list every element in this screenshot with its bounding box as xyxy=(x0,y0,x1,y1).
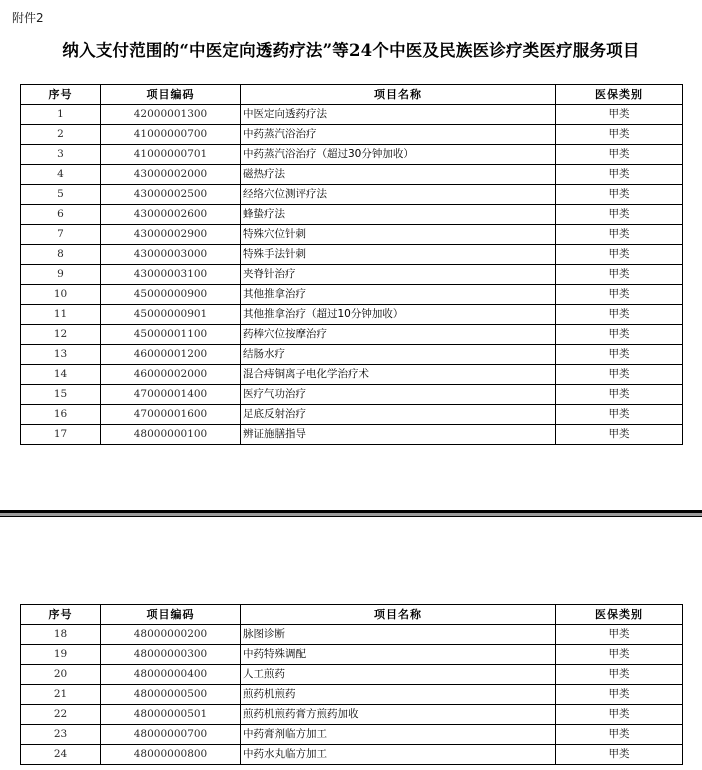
table-row xyxy=(21,145,683,165)
cell-seq: 24 xyxy=(21,745,101,765)
cell-code: 48000000700 xyxy=(101,725,241,745)
cell-code: 43000003000 xyxy=(101,245,241,265)
cell-seq: 14 xyxy=(21,365,101,385)
cell-category: 甲类 xyxy=(556,645,683,665)
page-separator xyxy=(0,510,702,520)
cell-code: 41000000701 xyxy=(101,145,241,165)
table-row xyxy=(21,725,683,745)
cell-seq: 20 xyxy=(21,665,101,685)
column-header-seq-label: 序号 xyxy=(48,88,73,101)
cell-name: 中药蒸汽浴治疗（超过30分钟加收） xyxy=(241,145,556,165)
table-row xyxy=(21,325,683,345)
cell-name: 蜂蛰疗法 xyxy=(241,205,556,225)
cell-name: 其他推拿治疗 xyxy=(241,285,556,305)
cell-seq: 11 xyxy=(21,305,101,325)
table-row xyxy=(21,625,683,645)
cell-category: 甲类 xyxy=(556,685,683,705)
table-row xyxy=(21,645,683,665)
column-header-cat xyxy=(556,85,683,105)
cell-code: 43000002500 xyxy=(101,185,241,205)
cell-seq: 21 xyxy=(21,685,101,705)
cell-category: 甲类 xyxy=(556,425,683,445)
table-row xyxy=(21,125,683,145)
table-row xyxy=(21,685,683,705)
cell-category: 甲类 xyxy=(556,405,683,425)
attachment-label: 附件2 xyxy=(12,11,44,25)
cell-name: 夹脊针治疗 xyxy=(241,265,556,285)
cell-seq: 22 xyxy=(21,705,101,725)
cell-seq: 13 xyxy=(21,345,101,365)
cell-code: 47000001600 xyxy=(101,405,241,425)
cell-name: 药棒穴位按摩治疗 xyxy=(241,325,556,345)
cell-seq: 3 xyxy=(21,145,101,165)
cell-name: 中药水丸临方加工 xyxy=(241,745,556,765)
column-header-cat-label: 医保类别 xyxy=(595,608,643,621)
cell-name: 其他推拿治疗（超过10分钟加收） xyxy=(241,305,556,325)
table-row xyxy=(21,345,683,365)
table-row xyxy=(21,305,683,325)
cell-category: 甲类 xyxy=(556,725,683,745)
column-header-seq xyxy=(21,85,101,105)
column-header-code xyxy=(101,605,241,625)
table-row xyxy=(21,745,683,765)
cell-code: 43000002000 xyxy=(101,165,241,185)
cell-name: 煎药机煎药 xyxy=(241,685,556,705)
cell-seq: 2 xyxy=(21,125,101,145)
cell-seq: 7 xyxy=(21,225,101,245)
cell-category: 甲类 xyxy=(556,665,683,685)
cell-seq: 17 xyxy=(21,425,101,445)
cell-category: 甲类 xyxy=(556,705,683,725)
cell-seq: 16 xyxy=(21,405,101,425)
column-header-code xyxy=(101,85,241,105)
cell-name: 煎药机煎药膏方煎药加收 xyxy=(241,705,556,725)
cell-category: 甲类 xyxy=(556,225,683,245)
cell-name: 混合痔铜离子电化学治疗术 xyxy=(241,365,556,385)
table-row xyxy=(21,105,683,125)
cell-category: 甲类 xyxy=(556,245,683,265)
cell-seq: 23 xyxy=(21,725,101,745)
cell-category: 甲类 xyxy=(556,745,683,765)
table-row xyxy=(21,285,683,305)
table-row xyxy=(21,425,683,445)
cell-category: 甲类 xyxy=(556,105,683,125)
cell-code: 43000002600 xyxy=(101,205,241,225)
cell-seq: 18 xyxy=(21,625,101,645)
cell-seq: 9 xyxy=(21,265,101,285)
table-row xyxy=(21,205,683,225)
cell-seq: 12 xyxy=(21,325,101,345)
cell-seq: 1 xyxy=(21,105,101,125)
cell-name: 中药特殊调配 xyxy=(241,645,556,665)
cell-seq: 15 xyxy=(21,385,101,405)
cell-seq: 10 xyxy=(21,285,101,305)
table-row xyxy=(21,245,683,265)
cell-seq: 8 xyxy=(21,245,101,265)
table-row xyxy=(21,265,683,285)
cell-name: 脉图诊断 xyxy=(241,625,556,645)
cell-code: 48000000500 xyxy=(101,685,241,705)
cell-name: 磁热疗法 xyxy=(241,165,556,185)
cell-name: 中药膏剂临方加工 xyxy=(241,725,556,745)
table-header xyxy=(21,605,683,625)
column-header-code-label: 项目编码 xyxy=(146,88,195,101)
cell-name: 辨证施膳指导 xyxy=(241,425,556,445)
cell-category: 甲类 xyxy=(556,385,683,405)
cell-seq: 19 xyxy=(21,645,101,665)
cell-category: 甲类 xyxy=(556,365,683,385)
table-row xyxy=(21,405,683,425)
cell-code: 43000002900 xyxy=(101,225,241,245)
column-header-name-label: 项目名称 xyxy=(374,88,422,101)
cell-name: 人工煎药 xyxy=(241,665,556,685)
column-header-code-label: 项目编码 xyxy=(146,608,195,621)
cell-category: 甲类 xyxy=(556,185,683,205)
services-table-page-one xyxy=(20,84,683,445)
column-header-cat-label: 医保类别 xyxy=(595,88,643,101)
cell-code: 42000001300 xyxy=(101,105,241,125)
cell-code: 46000001200 xyxy=(101,345,241,365)
table-header-row xyxy=(21,85,683,105)
cell-name: 医疗气功治疗 xyxy=(241,385,556,405)
cell-category: 甲类 xyxy=(556,345,683,365)
column-header-cat xyxy=(556,605,683,625)
table-header-row xyxy=(21,605,683,625)
cell-code: 45000001100 xyxy=(101,325,241,345)
cell-code: 43000003100 xyxy=(101,265,241,285)
services-table-page-two xyxy=(20,604,683,765)
cell-code: 41000000700 xyxy=(101,125,241,145)
table-row xyxy=(21,185,683,205)
cell-name: 中药蒸汽浴治疗 xyxy=(241,125,556,145)
cell-category: 甲类 xyxy=(556,305,683,325)
cell-code: 45000000901 xyxy=(101,305,241,325)
column-header-name xyxy=(241,85,556,105)
cell-code: 45000000900 xyxy=(101,285,241,305)
table-row xyxy=(21,365,683,385)
cell-category: 甲类 xyxy=(556,145,683,165)
cell-category: 甲类 xyxy=(556,165,683,185)
cell-name: 经络穴位测评疗法 xyxy=(241,185,556,205)
column-header-name xyxy=(241,605,556,625)
cell-seq: 6 xyxy=(21,205,101,225)
table-row xyxy=(21,665,683,685)
cell-code: 48000000200 xyxy=(101,625,241,645)
column-header-seq xyxy=(21,605,101,625)
cell-seq: 4 xyxy=(21,165,101,185)
page-title: 纳入支付范围的“中医定向透药疗法”等24个中医及民族医诊疗类医疗服务项目 xyxy=(62,41,640,60)
cell-name: 特殊手法针刺 xyxy=(241,245,556,265)
cell-name: 结肠水疗 xyxy=(241,345,556,365)
cell-category: 甲类 xyxy=(556,325,683,345)
table-row xyxy=(21,385,683,405)
separator-band-thin xyxy=(0,516,702,517)
cell-code: 48000000100 xyxy=(101,425,241,445)
table-body-page-two xyxy=(21,625,683,765)
column-header-seq-label: 序号 xyxy=(48,608,73,621)
cell-code: 46000002000 xyxy=(101,365,241,385)
table-row xyxy=(21,705,683,725)
cell-category: 甲类 xyxy=(556,125,683,145)
cell-seq: 5 xyxy=(21,185,101,205)
cell-code: 47000001400 xyxy=(101,385,241,405)
table-header xyxy=(21,85,683,105)
cell-code: 48000000501 xyxy=(101,705,241,725)
cell-name: 足底反射治疗 xyxy=(241,405,556,425)
cell-category: 甲类 xyxy=(556,265,683,285)
cell-name: 中医定向透药疗法 xyxy=(241,105,556,125)
column-header-name-label: 项目名称 xyxy=(374,608,422,621)
table-row xyxy=(21,225,683,245)
cell-category: 甲类 xyxy=(556,625,683,645)
table-body-page-one xyxy=(21,105,683,445)
cell-code: 48000000800 xyxy=(101,745,241,765)
cell-category: 甲类 xyxy=(556,205,683,225)
cell-category: 甲类 xyxy=(556,285,683,305)
cell-code: 48000000400 xyxy=(101,665,241,685)
table-row xyxy=(21,165,683,185)
cell-name: 特殊穴位针刺 xyxy=(241,225,556,245)
cell-code: 48000000300 xyxy=(101,645,241,665)
